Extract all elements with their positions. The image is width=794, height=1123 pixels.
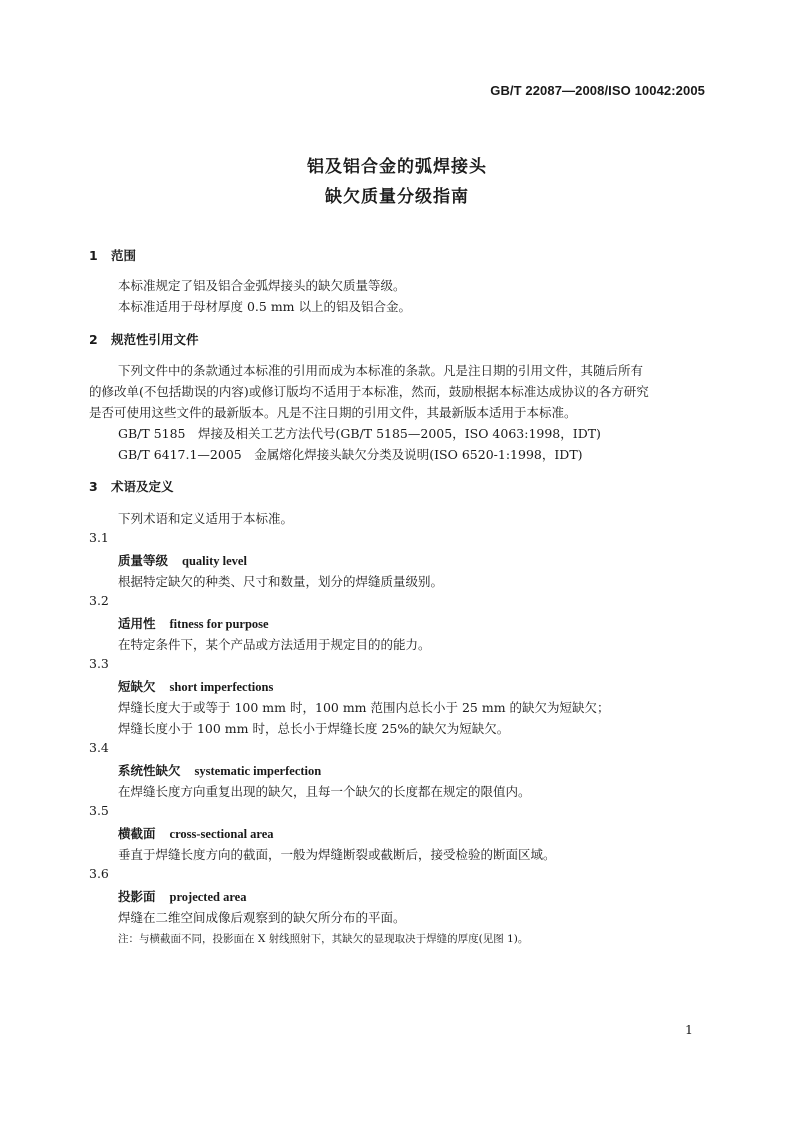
clause-number: 3.1 [89,530,109,545]
section-2-heading [89,330,199,348]
section-number: 1 [89,248,98,263]
clause-number: 3.2 [89,593,109,608]
term-zh: 质量等级 [118,553,169,568]
term-en: cross-sectional area [169,827,274,841]
section-title: 术语及定义 [111,479,174,494]
term-heading [118,677,273,695]
clause-number: 3.3 [89,656,109,671]
term-zh: 系统性缺欠 [118,763,181,778]
paragraph-line: 是否可使用这些文件的最新版本。凡是不注日期的引用文件，其最新版本适用于本标准。 [89,405,577,420]
term-heading [118,614,269,632]
clause-number: 3.6 [89,866,109,881]
term-heading [118,824,274,842]
term-heading [118,551,247,569]
section-number: 3 [89,479,98,494]
reference-item: GB/T 5185 焊接及相关工艺方法代号(GB/T 5185—2005，ISO 4063:1998，IDT) [118,426,601,441]
paragraph-line: 下列文件中的条款通过本标准的引用而成为本标准的条款。凡是注日期的引用文件，其随后所有 [118,363,644,378]
term-en: fitness for purpose [169,617,269,631]
term-definition: 垂直于焊缝长度方向的截面，一般为焊缝断裂或截断后，接受检验的断面区域。 [118,847,556,862]
paragraph: 本标准适用于母材厚度 0.5 mm 以上的铝及铝合金。 [118,299,412,314]
page-number: 1 [685,1022,693,1037]
term-en: short imperfections [169,680,274,694]
term-definition: 焊缝长度大于或等于 100 mm 时，100 mm 范围内总长小于 25 mm 的缺欠为短缺欠； [118,700,610,715]
clause-number: 3.4 [89,740,109,755]
reference-item: GB/T 6417.1—2005 金属熔化焊接头缺欠分类及说明(ISO 6520-1:1998，IDT) [118,447,583,462]
term-heading [118,761,321,779]
term-definition: 在特定条件下，某个产品或方法适用于规定目的的能力。 [118,637,431,652]
section-3-heading [89,477,174,495]
term-definition: 焊缝在二维空间成像后观察到的缺欠所分布的平面。 [118,910,406,925]
term-heading [118,887,246,905]
document-title-line-1: 铝及铝合金的弧焊接头 [307,157,487,177]
term-zh: 投影面 [118,889,156,904]
term-definition: 焊缝长度小于 100 mm 时，总长小于焊缝长度 25%的缺欠为短缺欠。 [118,721,510,736]
section-title: 规范性引用文件 [111,332,199,347]
note: 注：与横截面不同，投影面在 X 射线照射下，其缺欠的显现取决于焊缝的厚度(见图 1)。 [118,933,529,945]
paragraph-line: 的修改单(不包括勘误的内容)或修订版均不适用于本标准，然而，鼓励根据本标准达成协议的各方研究 [89,384,649,399]
term-en: quality level [182,554,247,568]
paragraph: 下列术语和定义适用于本标准。 [118,511,294,526]
section-title: 范围 [111,248,137,263]
term-definition: 在焊缝长度方向重复出现的缺欠，且每一个缺欠的长度都在规定的限值内。 [118,784,531,799]
term-zh: 短缺欠 [118,679,156,694]
standard-code: GB/T 22087—2008/ISO 10042:2005 [490,83,705,98]
paragraph: 本标准规定了铝及铝合金弧焊接头的缺欠质量等级。 [118,278,406,293]
document-title-line-2: 缺欠质量分级指南 [325,187,469,207]
term-zh: 适用性 [118,616,156,631]
term-en: systematic imperfection [194,764,322,778]
section-1-heading [89,246,136,264]
section-number: 2 [89,332,98,347]
clause-number: 3.5 [89,803,109,818]
term-en: projected area [169,890,247,904]
term-zh: 横截面 [118,826,156,841]
term-definition: 根据特定缺欠的种类、尺寸和数量，划分的焊缝质量级别。 [118,574,444,589]
